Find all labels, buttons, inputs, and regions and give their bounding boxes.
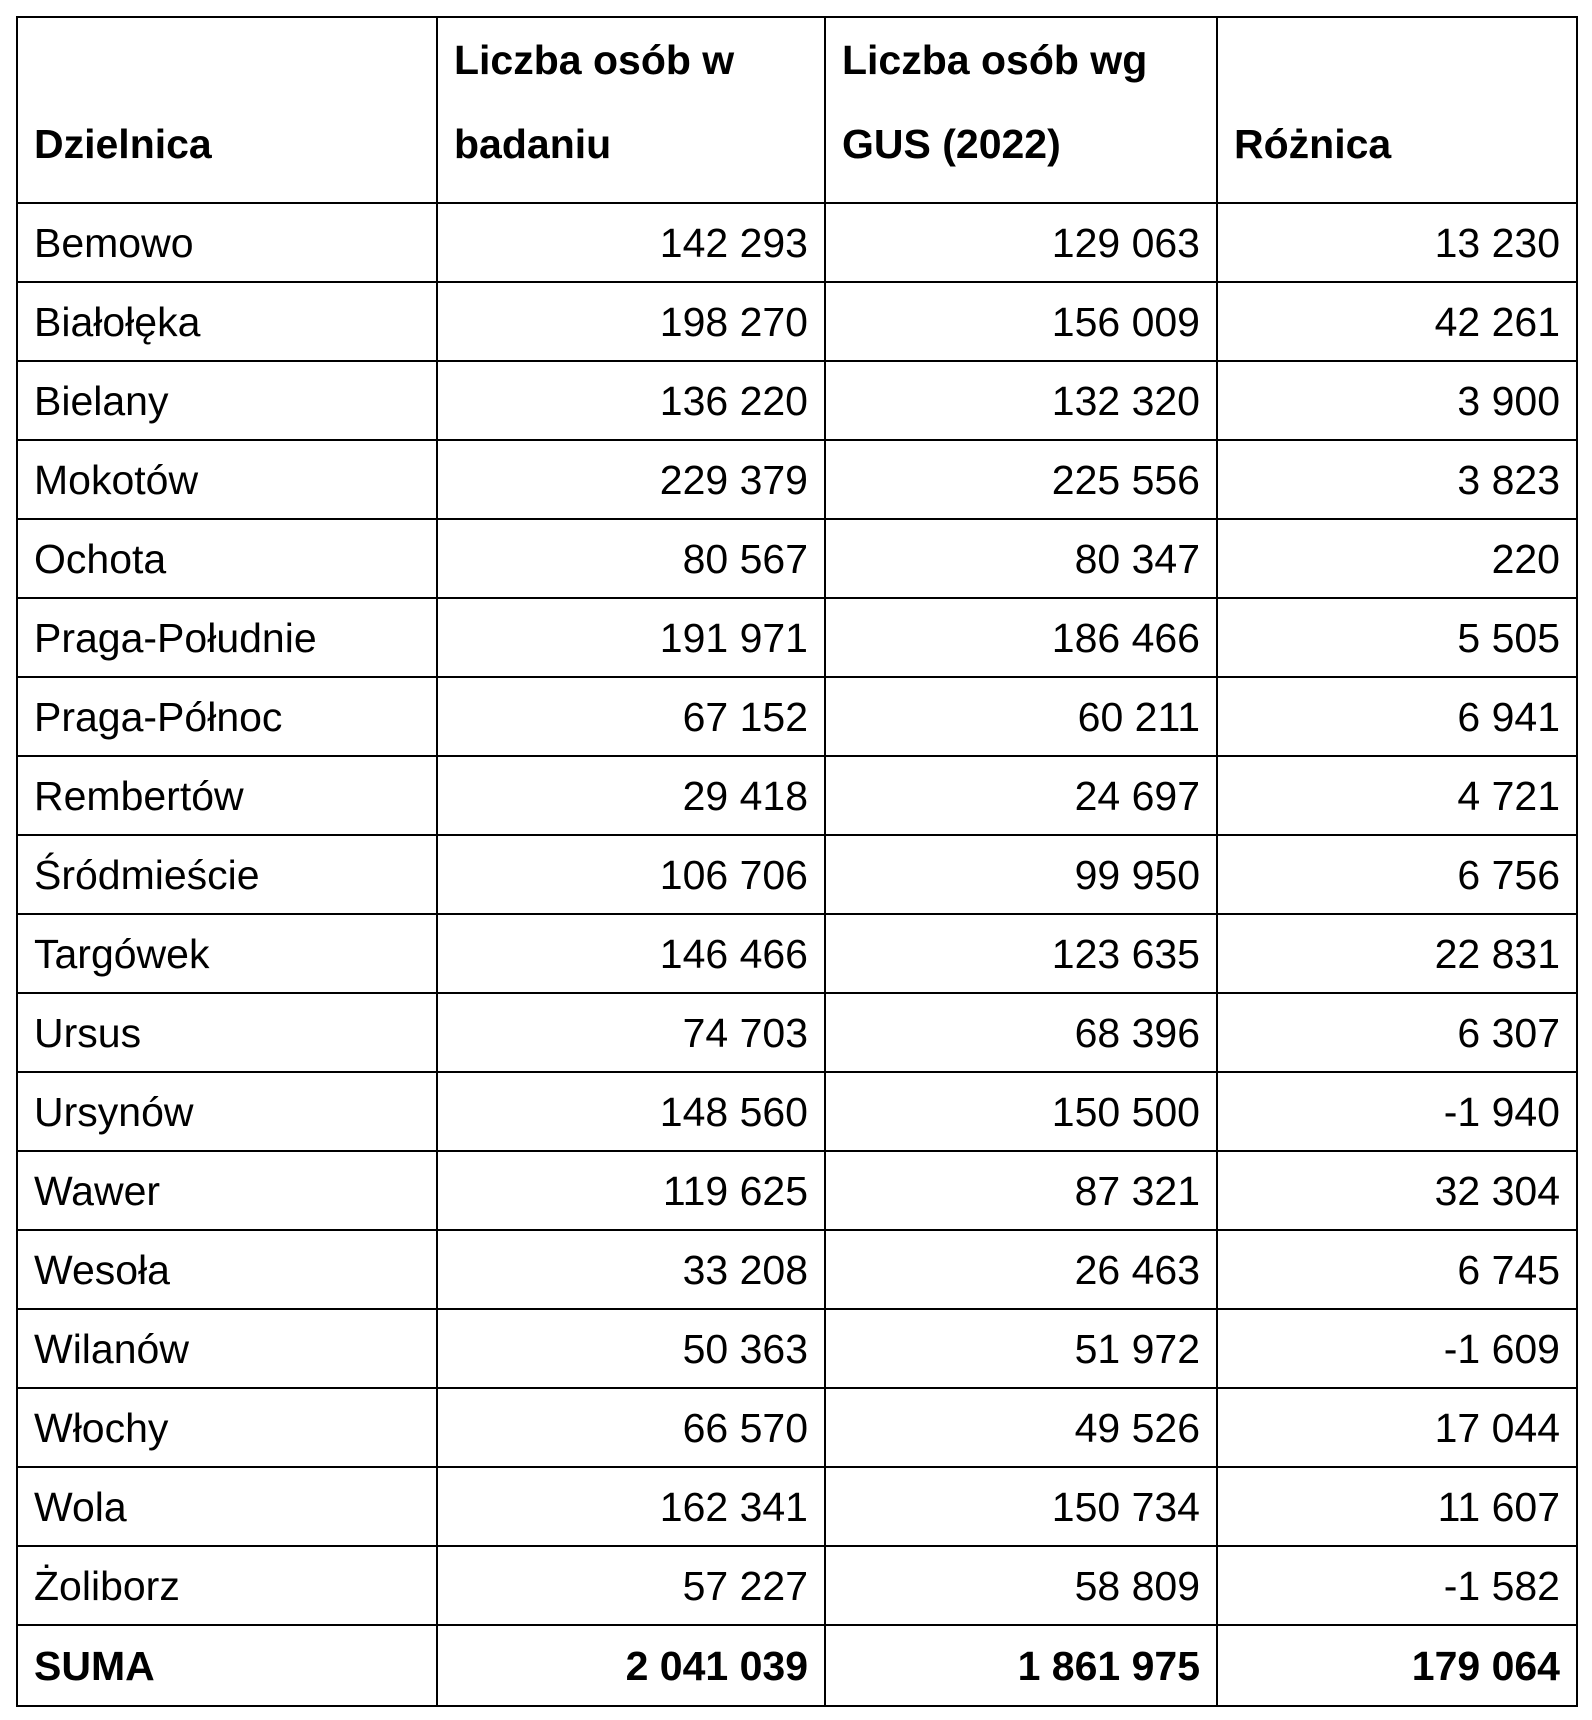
gus-count-cell: 24 697 xyxy=(825,756,1217,835)
district-cell: Targówek xyxy=(17,914,437,993)
table-row xyxy=(17,1467,1577,1546)
gus-count-cell: 156 009 xyxy=(825,282,1217,361)
gus-count-cell: 225 556 xyxy=(825,440,1217,519)
difference-cell: 5 505 xyxy=(1217,598,1577,677)
gus-count-cell: 150 734 xyxy=(825,1467,1217,1546)
population-comparison-sheet xyxy=(16,16,1576,1707)
district-cell: Praga-Południe xyxy=(17,598,437,677)
study-count-cell: 148 560 xyxy=(437,1072,825,1151)
header-difference xyxy=(1217,17,1577,203)
difference-cell: 6 756 xyxy=(1217,835,1577,914)
difference-cell: 13 230 xyxy=(1217,203,1577,282)
header-gus-count-label: Liczba osób wg GUS (2022) xyxy=(842,37,1148,167)
district-cell: Praga-Północ xyxy=(17,677,437,756)
district-cell: Wilanów xyxy=(17,1309,437,1388)
district-cell: Wola xyxy=(17,1467,437,1546)
difference-cell: 6 941 xyxy=(1217,677,1577,756)
gus-count-cell: 80 347 xyxy=(825,519,1217,598)
district-cell: Wawer xyxy=(17,1151,437,1230)
gus-count-cell: 26 463 xyxy=(825,1230,1217,1309)
table-row xyxy=(17,203,1577,282)
study-count-cell: 162 341 xyxy=(437,1467,825,1546)
table-row xyxy=(17,677,1577,756)
table-row xyxy=(17,756,1577,835)
gus-count-cell: 49 526 xyxy=(825,1388,1217,1467)
difference-cell: -1 609 xyxy=(1217,1309,1577,1388)
gus-count-cell: 132 320 xyxy=(825,361,1217,440)
difference-cell: -1 940 xyxy=(1217,1072,1577,1151)
gus-count-cell: 58 809 xyxy=(825,1546,1217,1625)
district-cell: Rembertów xyxy=(17,756,437,835)
table-row xyxy=(17,1309,1577,1388)
district-cell: Włochy xyxy=(17,1388,437,1467)
district-cell: Ochota xyxy=(17,519,437,598)
gus-count-cell: 123 635 xyxy=(825,914,1217,993)
district-cell: Mokotów xyxy=(17,440,437,519)
study-count-cell: 229 379 xyxy=(437,440,825,519)
study-count-cell: 66 570 xyxy=(437,1388,825,1467)
study-count-cell: 50 363 xyxy=(437,1309,825,1388)
district-cell: Żoliborz xyxy=(17,1546,437,1625)
table-row xyxy=(17,1151,1577,1230)
difference-cell: 11 607 xyxy=(1217,1467,1577,1546)
header-study-count-label: Liczba osób w badaniu xyxy=(454,37,735,167)
header-row xyxy=(17,17,1577,203)
population-table xyxy=(16,16,1578,1707)
difference-cell: 3 823 xyxy=(1217,440,1577,519)
table-row xyxy=(17,835,1577,914)
gus-count-cell: 186 466 xyxy=(825,598,1217,677)
table-row xyxy=(17,598,1577,677)
difference-cell: -1 582 xyxy=(1217,1546,1577,1625)
district-cell: Białołęka xyxy=(17,282,437,361)
difference-cell: 17 044 xyxy=(1217,1388,1577,1467)
study-count-cell: 106 706 xyxy=(437,835,825,914)
table-row xyxy=(17,914,1577,993)
district-cell: Śródmieście xyxy=(17,835,437,914)
difference-cell: 4 721 xyxy=(1217,756,1577,835)
table-body xyxy=(17,203,1577,1706)
study-count-cell: 67 152 xyxy=(437,677,825,756)
study-count-cell: 57 227 xyxy=(437,1546,825,1625)
header-district-label: Dzielnica xyxy=(34,121,212,167)
header-district xyxy=(17,17,437,203)
district-cell: Wesoła xyxy=(17,1230,437,1309)
study-count-cell: 80 567 xyxy=(437,519,825,598)
table-row xyxy=(17,1388,1577,1467)
district-cell: Bemowo xyxy=(17,203,437,282)
table-row xyxy=(17,1546,1577,1625)
gus-count-cell: 99 950 xyxy=(825,835,1217,914)
difference-cell: 3 900 xyxy=(1217,361,1577,440)
difference-cell: 6 745 xyxy=(1217,1230,1577,1309)
header-study-count xyxy=(437,17,825,203)
difference-cell: 42 261 xyxy=(1217,282,1577,361)
table-row xyxy=(17,361,1577,440)
gus-count-cell: 51 972 xyxy=(825,1309,1217,1388)
study-count-cell: 119 625 xyxy=(437,1151,825,1230)
study-count-cell: 191 971 xyxy=(437,598,825,677)
study-count-cell: 146 466 xyxy=(437,914,825,993)
study-count-cell: 33 208 xyxy=(437,1230,825,1309)
table-row xyxy=(17,440,1577,519)
gus-count-cell: 68 396 xyxy=(825,993,1217,1072)
table-row xyxy=(17,519,1577,598)
study-count-cell: 29 418 xyxy=(437,756,825,835)
gus-count-cell: 129 063 xyxy=(825,203,1217,282)
difference-cell: 32 304 xyxy=(1217,1151,1577,1230)
header-difference-label: Różnica xyxy=(1234,121,1392,167)
total-gus-count-cell: 1 861 975 xyxy=(825,1625,1217,1706)
table-row xyxy=(17,1230,1577,1309)
header-gus-count xyxy=(825,17,1217,203)
district-cell: Bielany xyxy=(17,361,437,440)
difference-cell: 220 xyxy=(1217,519,1577,598)
total-difference-cell: 179 064 xyxy=(1217,1625,1577,1706)
difference-cell: 6 307 xyxy=(1217,993,1577,1072)
district-cell: Ursynów xyxy=(17,1072,437,1151)
total-study-count-cell: 2 041 039 xyxy=(437,1625,825,1706)
district-cell: Ursus xyxy=(17,993,437,1072)
study-count-cell: 142 293 xyxy=(437,203,825,282)
gus-count-cell: 87 321 xyxy=(825,1151,1217,1230)
gus-count-cell: 150 500 xyxy=(825,1072,1217,1151)
difference-cell: 22 831 xyxy=(1217,914,1577,993)
table-row xyxy=(17,1072,1577,1151)
study-count-cell: 74 703 xyxy=(437,993,825,1072)
table-row xyxy=(17,282,1577,361)
table-row xyxy=(17,993,1577,1072)
gus-count-cell: 60 211 xyxy=(825,677,1217,756)
total-label-cell: SUMA xyxy=(17,1625,437,1706)
study-count-cell: 198 270 xyxy=(437,282,825,361)
study-count-cell: 136 220 xyxy=(437,361,825,440)
total-row xyxy=(17,1625,1577,1706)
